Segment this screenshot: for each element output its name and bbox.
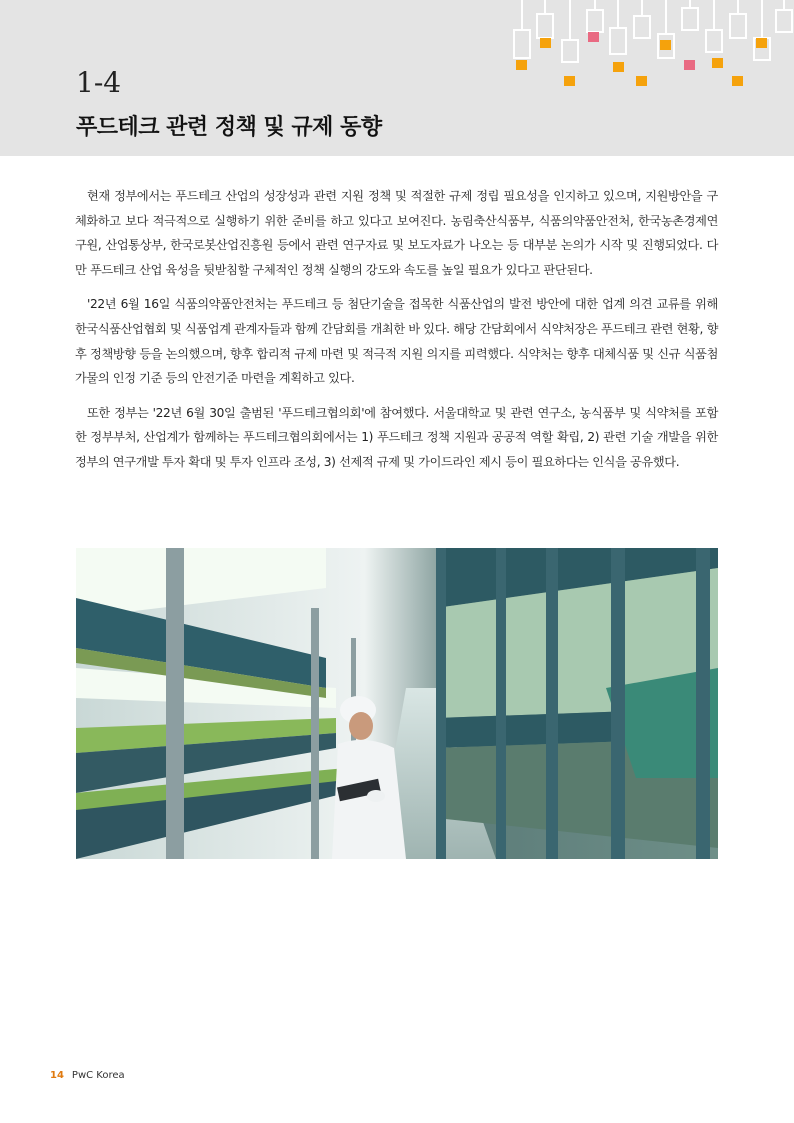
section-title: 푸드테크 관련 정책 및 규제 동향 — [76, 114, 382, 140]
page-number: 14 — [50, 1070, 64, 1081]
company-name: PwC Korea — [71, 1070, 125, 1081]
body-text — [75, 184, 718, 485]
paragraph-3: 또한 정부는 '22년 6월 30일 출범된 '푸드테크협의회'에 참여했다. 서울대학교 및 관련 연구소, 농식품부 및 식약처를 포함한 정부부처, 산업계가 함께하는 푸드테크협의회에서는 1) 푸드테크 정책 지원과 공공적 역할 확립, 2) 관련 기술 개발을 위한 정부의 연구개발 투자 확대 및 투자 인프라 조성, 3) 선제적 규제 및 가이드라인 제시 등이 필요하다는 인식을 공유했다. — [75, 405, 718, 469]
vertical-farm-photo — [76, 548, 718, 859]
hanging-lights-decoration — [500, 0, 794, 110]
section-number: 1-4 — [76, 66, 122, 99]
page-header — [0, 0, 794, 156]
page-footer — [50, 1070, 125, 1081]
paragraph-2: '22년 6월 16일 식품의약품안전처는 푸드테크 등 첨단기술을 접목한 식품산업의 발전 방안에 대한 업계 의견 교류를 위해 한국식품산업협회 및 식품업계 관계자들과 함께 간담회를 개최한 바 있다. 해당 간담회에서 식약처장은 푸드테크 관련 현황, 향후 정책방향 등을 논의했으며, 향후 합리적 규제 마련 및 적극적 지원 의지를 피력했다. 식약처는 향후 대체식품 및 신규 식품첨가물의 인정 기준 등의 안전기준 마련을 계획하고 있다. — [75, 297, 718, 386]
paragraph-1: 현재 정부에서는 푸드테크 산업의 성장성과 관련 지원 정책 및 적절한 규제 정립 필요성을 인지하고 있으며, 지원방안을 구체화하고 보다 적극적으로 실행하기 위한 준비를 하고 있다고 보여진다. 농림축산식품부, 식품의약품안전처, 한국농촌경제연구원, 산업통상부, 한국로봇산업진흥원 등에서 관련 연구자료 및 보도자료가 나오는 등 대부분 논의가 시작 및 진행되었다. 다만 푸드테크 산업 육성을 뒷받침할 구체적인 정책 실행의 강도와 속도를 높일 필요가 있다고 판단된다. — [75, 189, 718, 277]
